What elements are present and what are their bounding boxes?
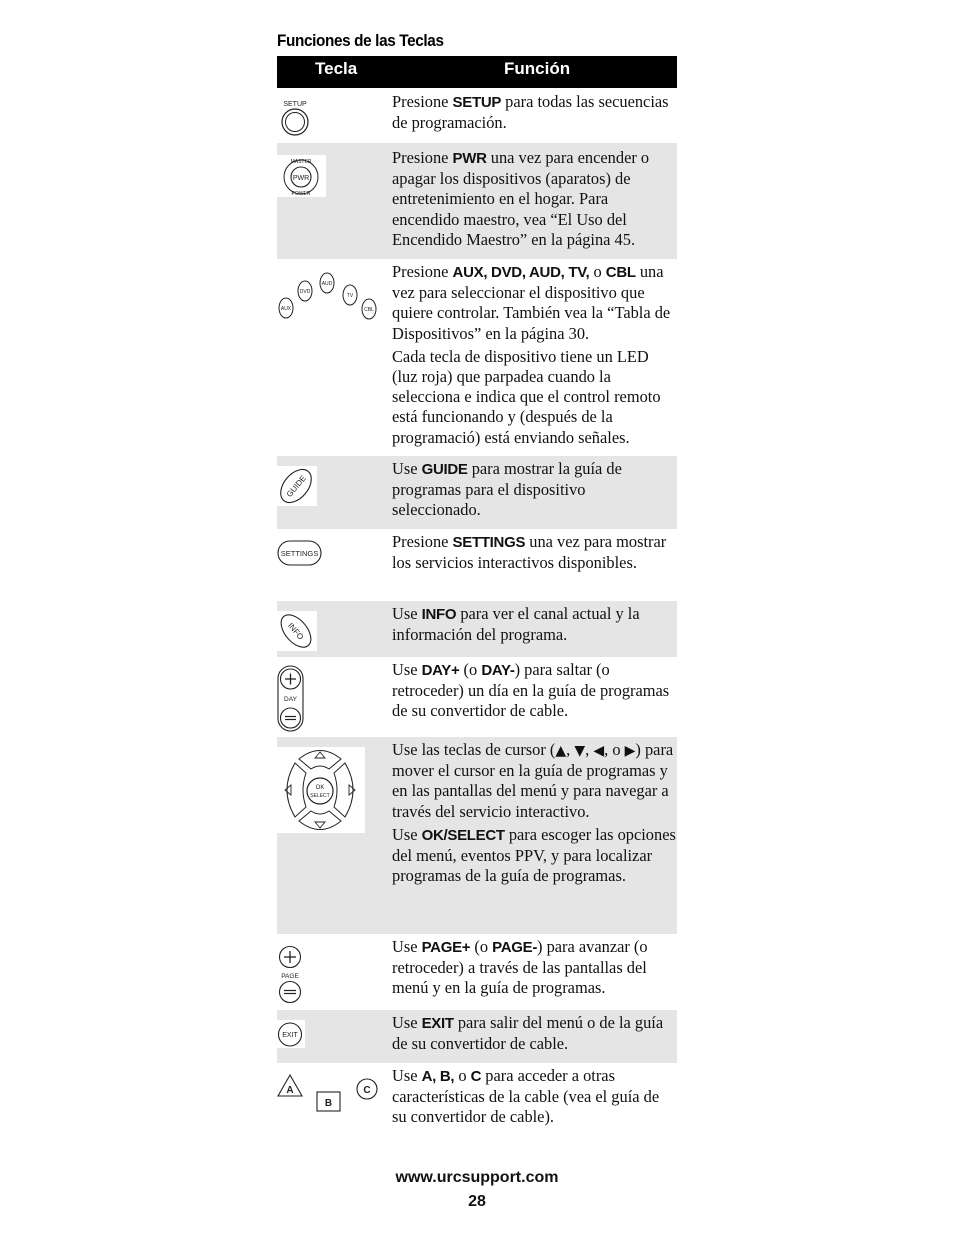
function-text: Presione PWR una vez para encender o apagar los dispositivos (aparatos) de entretenimiento en el hogar. Para encendido maestro, vea “El Uso del Encendido Maestro” en la página 45. xyxy=(392,148,650,249)
function-text: Use DAY+ (o DAY-) para saltar (o retroceder) un día en la guía de programas de su convertidor de cable. xyxy=(392,660,670,721)
day-key-icon xyxy=(277,657,387,742)
function-text: Presione AUX, DVD, AUD, TV, o CBL una vez para seleccionar el dispositivo que quiere controlar. También vea la “Tabla de Dispositivos” en la página 30. Cada tecla de dispositivo tiene un LED (luz roja) que parpadea cuando la selecciona e indica que el control remoto está funcionando y (después de la programació) está enviando señales. xyxy=(392,262,677,448)
svg-text:MASTER: MASTER xyxy=(290,159,312,165)
b-key-label: B xyxy=(324,1098,333,1109)
table-row-device-keys xyxy=(277,259,677,456)
function-text: Use PAGE+ (o PAGE-) para avanzar (o retroceder) a través de las pantallas del menú y en la guía de programas. xyxy=(392,937,648,998)
guide-key-label: GUIDE xyxy=(284,473,308,499)
section-heading: Funciones de las Teclas xyxy=(277,31,444,50)
led-note: Cada tecla de dispositivo tiene un LED (luz roja) que parpadea cuando la selecciona e indica que el control remoto está funcionando y (después de la programació) está enviando señales. xyxy=(392,346,661,447)
select-key-label: SELECT xyxy=(310,793,330,799)
table-row-cursor xyxy=(277,737,677,934)
cbl-key-label: CBL xyxy=(364,307,374,313)
c-key-label: C xyxy=(363,1085,371,1096)
table-row-setup xyxy=(277,88,677,143)
info-key-icon xyxy=(277,601,387,662)
table-row-exit xyxy=(277,1010,677,1063)
table-row-guide xyxy=(277,456,677,529)
function-text: Use INFO para ver el canal actual y la información del programa. xyxy=(392,604,640,645)
setup-key-icon xyxy=(277,88,387,148)
table-row-settings xyxy=(277,529,677,601)
function-text: Use EXIT para salir del menú o de la guía de su convertidor de cable. xyxy=(392,1013,664,1054)
function-text: Use GUIDE para mostrar la guía de programas para el dispositivo seleccionado. xyxy=(392,459,622,520)
device-keys-icon xyxy=(277,259,387,344)
abc-keys-icon xyxy=(277,1063,387,1128)
footer-url: www.urcsupport.com xyxy=(395,1169,559,1186)
dvd-key-label: DVD xyxy=(299,289,311,295)
info-key-label: INFO xyxy=(286,621,306,642)
svg-text:POWER: POWER xyxy=(291,191,311,197)
settings-key-icon xyxy=(277,529,387,584)
exit-key-label: EXIT xyxy=(282,1032,298,1039)
page-key-label: PAGE xyxy=(281,973,299,980)
page-key-icon xyxy=(277,934,387,1015)
cursor-keys-icon xyxy=(277,737,387,842)
setup-key-label: SETUP xyxy=(283,101,307,108)
function-text: Use A, B, o C para acceder a otras características de la cable (vea el guía de su convertidor de cable). xyxy=(392,1066,660,1127)
tv-key-label: TV xyxy=(346,293,354,299)
table-row-power xyxy=(277,143,677,259)
function-text: Use las teclas de cursor (▲, ▼, ◀, o ▶) para mover el cursor en la guía de programas y en las pantallas del menú y para navegar a través del servicio interactivo. Use OK/SELECT para escoger las opciones del menú, eventos PPV, y para localizar programas de la guía de programas. xyxy=(392,740,676,886)
aux-key-label: AUX xyxy=(280,306,292,312)
table-row-abc xyxy=(277,1063,677,1133)
right-arrow-icon: ▶ xyxy=(624,743,636,759)
down-arrow-icon: ▼ xyxy=(574,743,586,759)
page-number: 28 xyxy=(468,1193,486,1210)
column-header-function: Función xyxy=(504,59,571,78)
settings-key-label: SETTINGS xyxy=(280,549,319,558)
table-row-day xyxy=(277,657,677,737)
a-key-label: A xyxy=(286,1085,294,1096)
aud-key-label: AUD xyxy=(321,281,333,287)
ok-key-label: OK xyxy=(315,785,325,791)
up-arrow-icon: ▲ xyxy=(555,743,567,759)
left-arrow-icon: ◀ xyxy=(593,743,605,759)
exit-key-icon xyxy=(277,1010,387,1068)
power-key-icon xyxy=(277,143,387,208)
table-row-page xyxy=(277,934,677,1010)
function-text: Presione SETTINGS una vez para mostrar los servicios interactivos disponibles. xyxy=(392,532,667,573)
column-header-key: Tecla xyxy=(315,59,358,78)
function-text: Presione SETUP para todas las secuencias de programación. xyxy=(392,92,669,133)
guide-key-icon xyxy=(277,456,387,521)
power-key-label: PWR xyxy=(292,175,310,182)
table-header xyxy=(277,56,677,88)
day-key-label: DAY xyxy=(284,696,297,703)
table-row-info xyxy=(277,601,677,657)
